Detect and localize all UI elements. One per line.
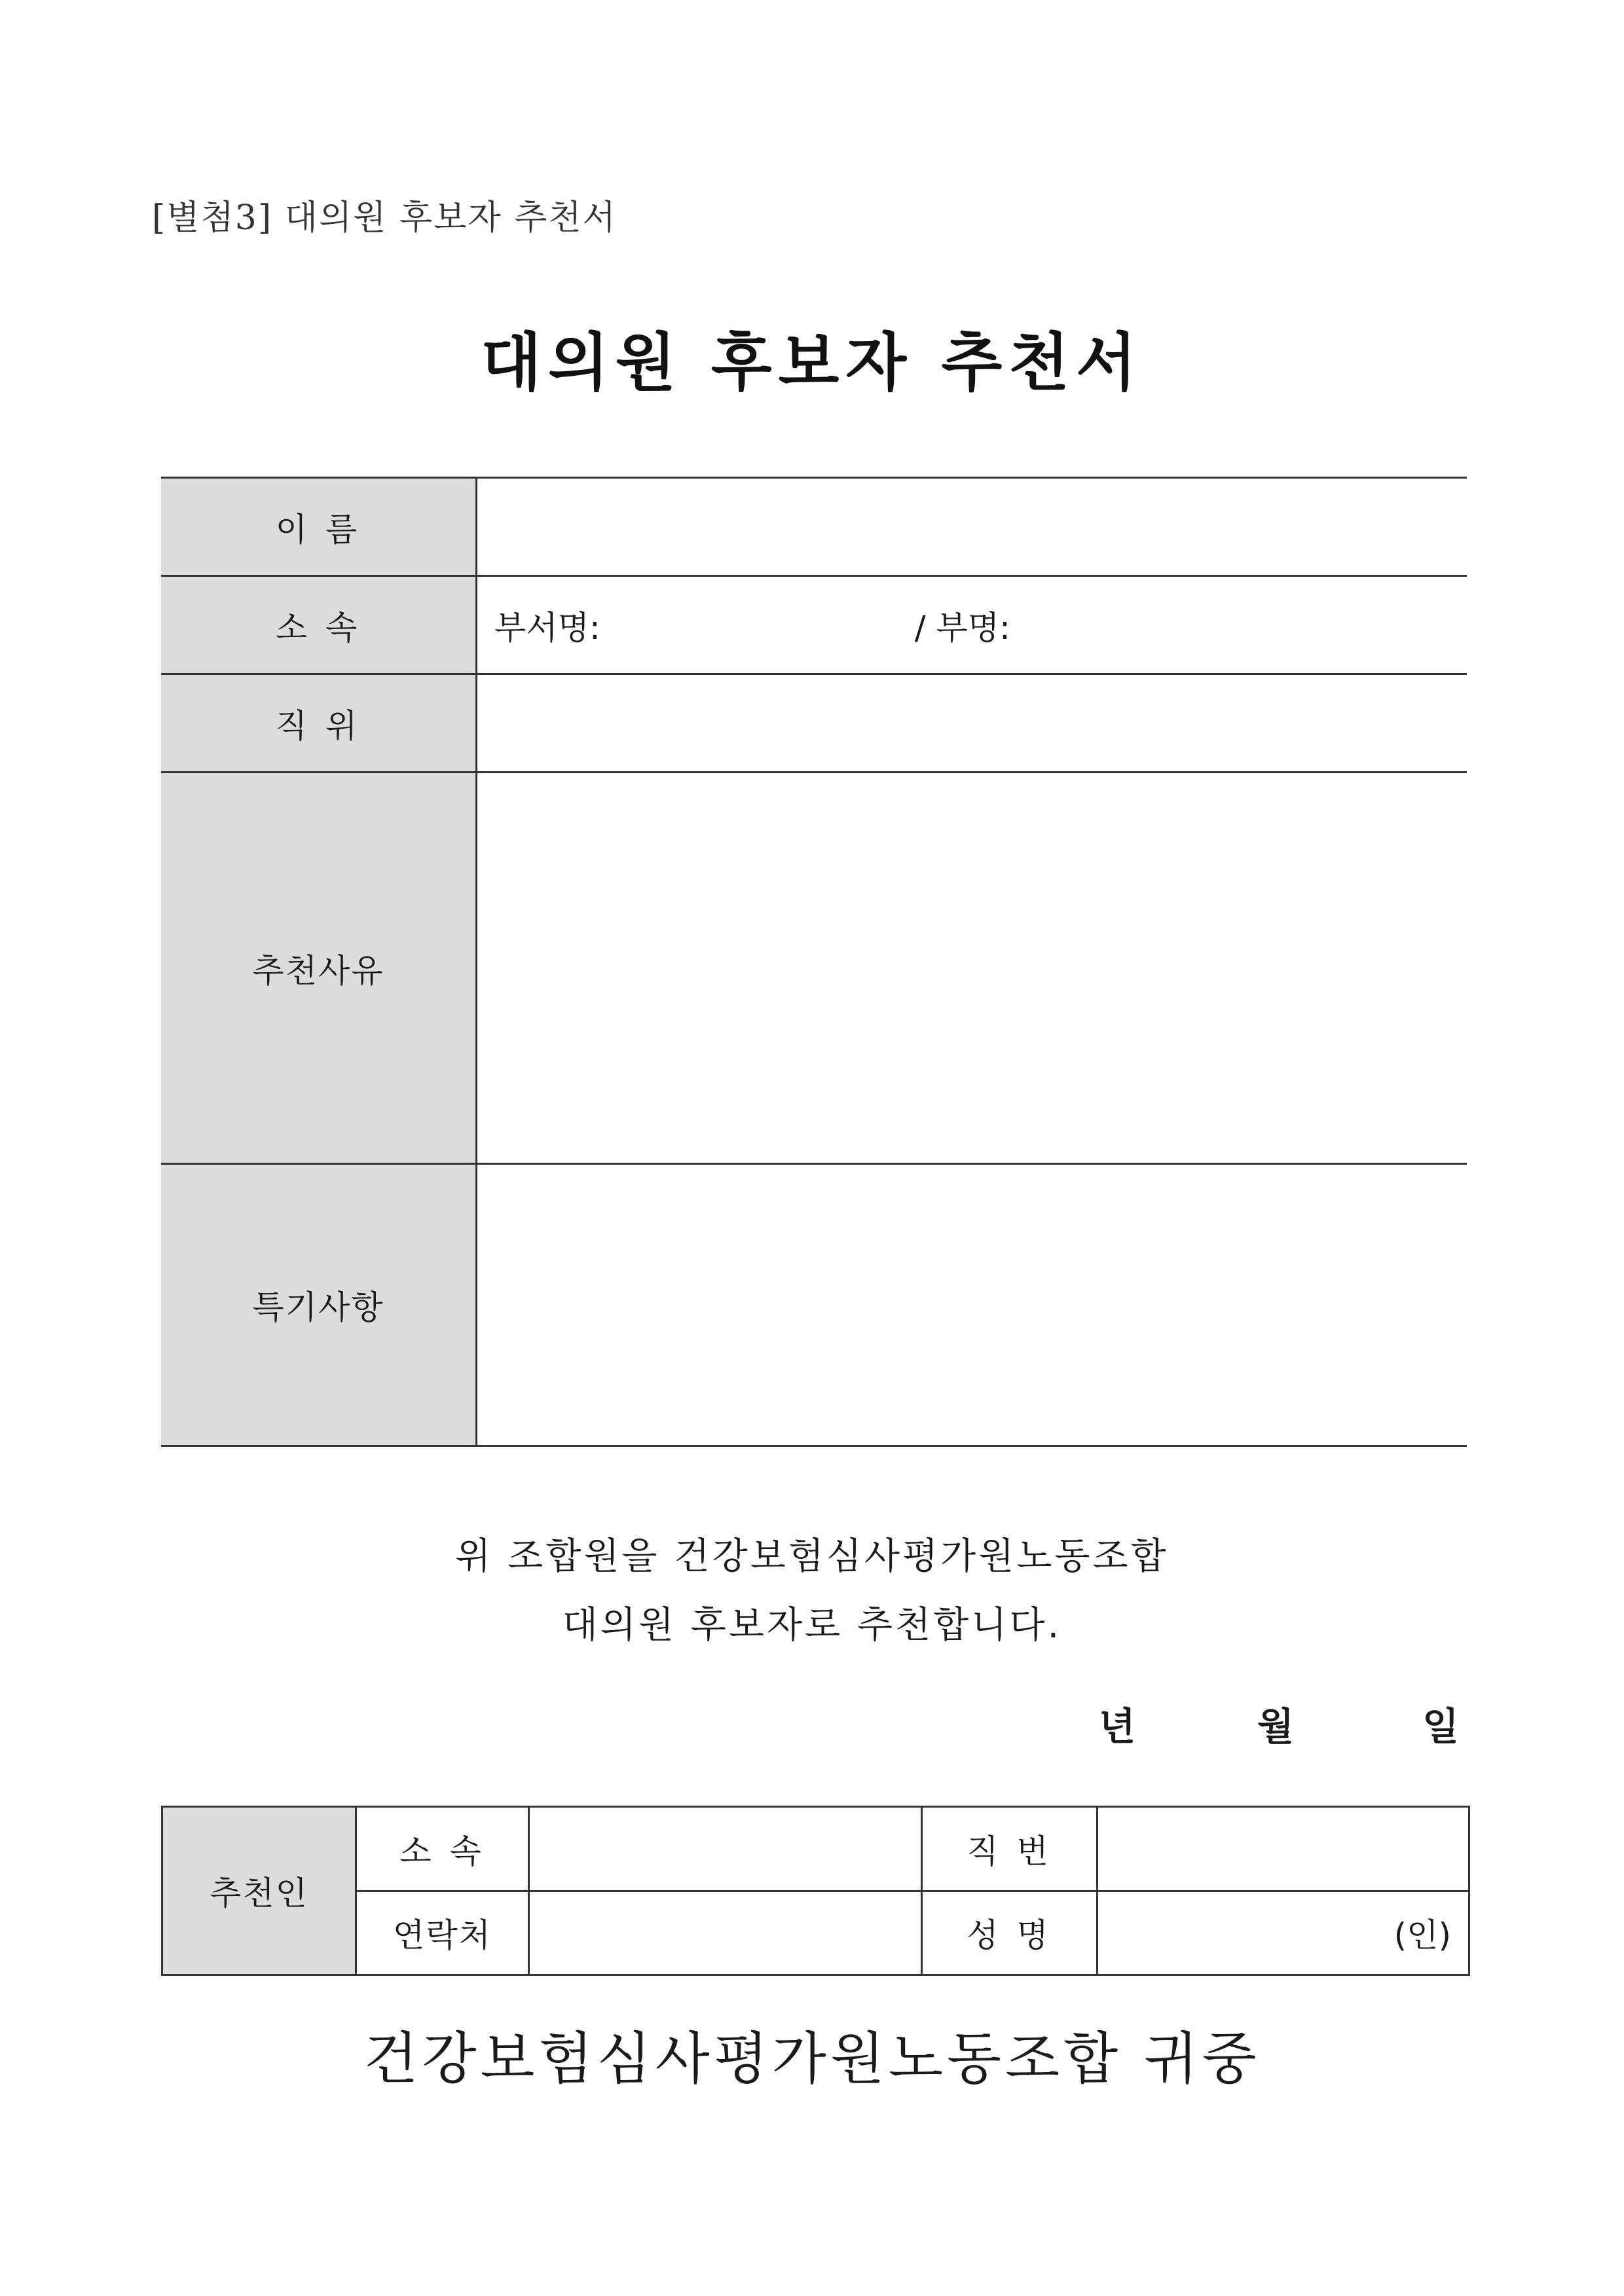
recommender-affiliation-label: 소 속	[356, 1807, 529, 1891]
contact-label: 연락처	[356, 1891, 529, 1975]
department-label: 부서명:	[494, 608, 600, 647]
seal-mark: (인)	[1393, 1916, 1451, 1955]
recommender-name-label: 성 명	[922, 1891, 1098, 1975]
position-label: 직 위	[161, 675, 477, 771]
statement-line-2: 대의원 후보자로 추천합니다.	[562, 1604, 1062, 1647]
notes-row	[161, 1163, 1467, 1447]
notes-label: 특기사항	[161, 1165, 477, 1445]
affiliation-field[interactable]	[477, 577, 1467, 673]
affiliation-row	[161, 575, 1467, 673]
notes-field[interactable]	[477, 1165, 1467, 1445]
reason-row	[161, 771, 1467, 1163]
name-label: 이 름	[161, 479, 477, 575]
recommender-table	[161, 1806, 1470, 1976]
employee-no-label: 직 번	[922, 1807, 1098, 1891]
reason-label: 추천사유	[161, 773, 477, 1163]
document-title: 대의원 후보자 추천서	[481, 326, 1143, 399]
addressee-footer: 건강보험심사평가원노동조합 귀중	[363, 2026, 1261, 2092]
attachment-label: [별첨3] 대의원 후보자 추천서	[152, 198, 617, 238]
nomination-form	[161, 477, 1467, 1447]
contact-field[interactable]	[529, 1891, 922, 1975]
affiliation-label: 소 속	[161, 577, 477, 673]
reason-field[interactable]	[477, 773, 1467, 1163]
date-day: 일	[1422, 1704, 1460, 1749]
recommender-affiliation-field[interactable]	[529, 1807, 922, 1891]
employee-no-field[interactable]	[1098, 1807, 1469, 1891]
name-field[interactable]	[477, 479, 1467, 575]
division-label: / 부명:	[914, 608, 1010, 647]
recommender-label: 추천인	[162, 1807, 356, 1975]
position-row	[161, 673, 1467, 771]
name-row	[161, 477, 1467, 575]
date-year: 년	[1099, 1704, 1136, 1749]
position-field[interactable]	[477, 675, 1467, 771]
statement-line-1: 위 조합원을 건강보험심사평가원노동조합	[455, 1535, 1169, 1578]
seal-field[interactable]	[1098, 1891, 1469, 1975]
date-month: 월	[1257, 1704, 1295, 1749]
